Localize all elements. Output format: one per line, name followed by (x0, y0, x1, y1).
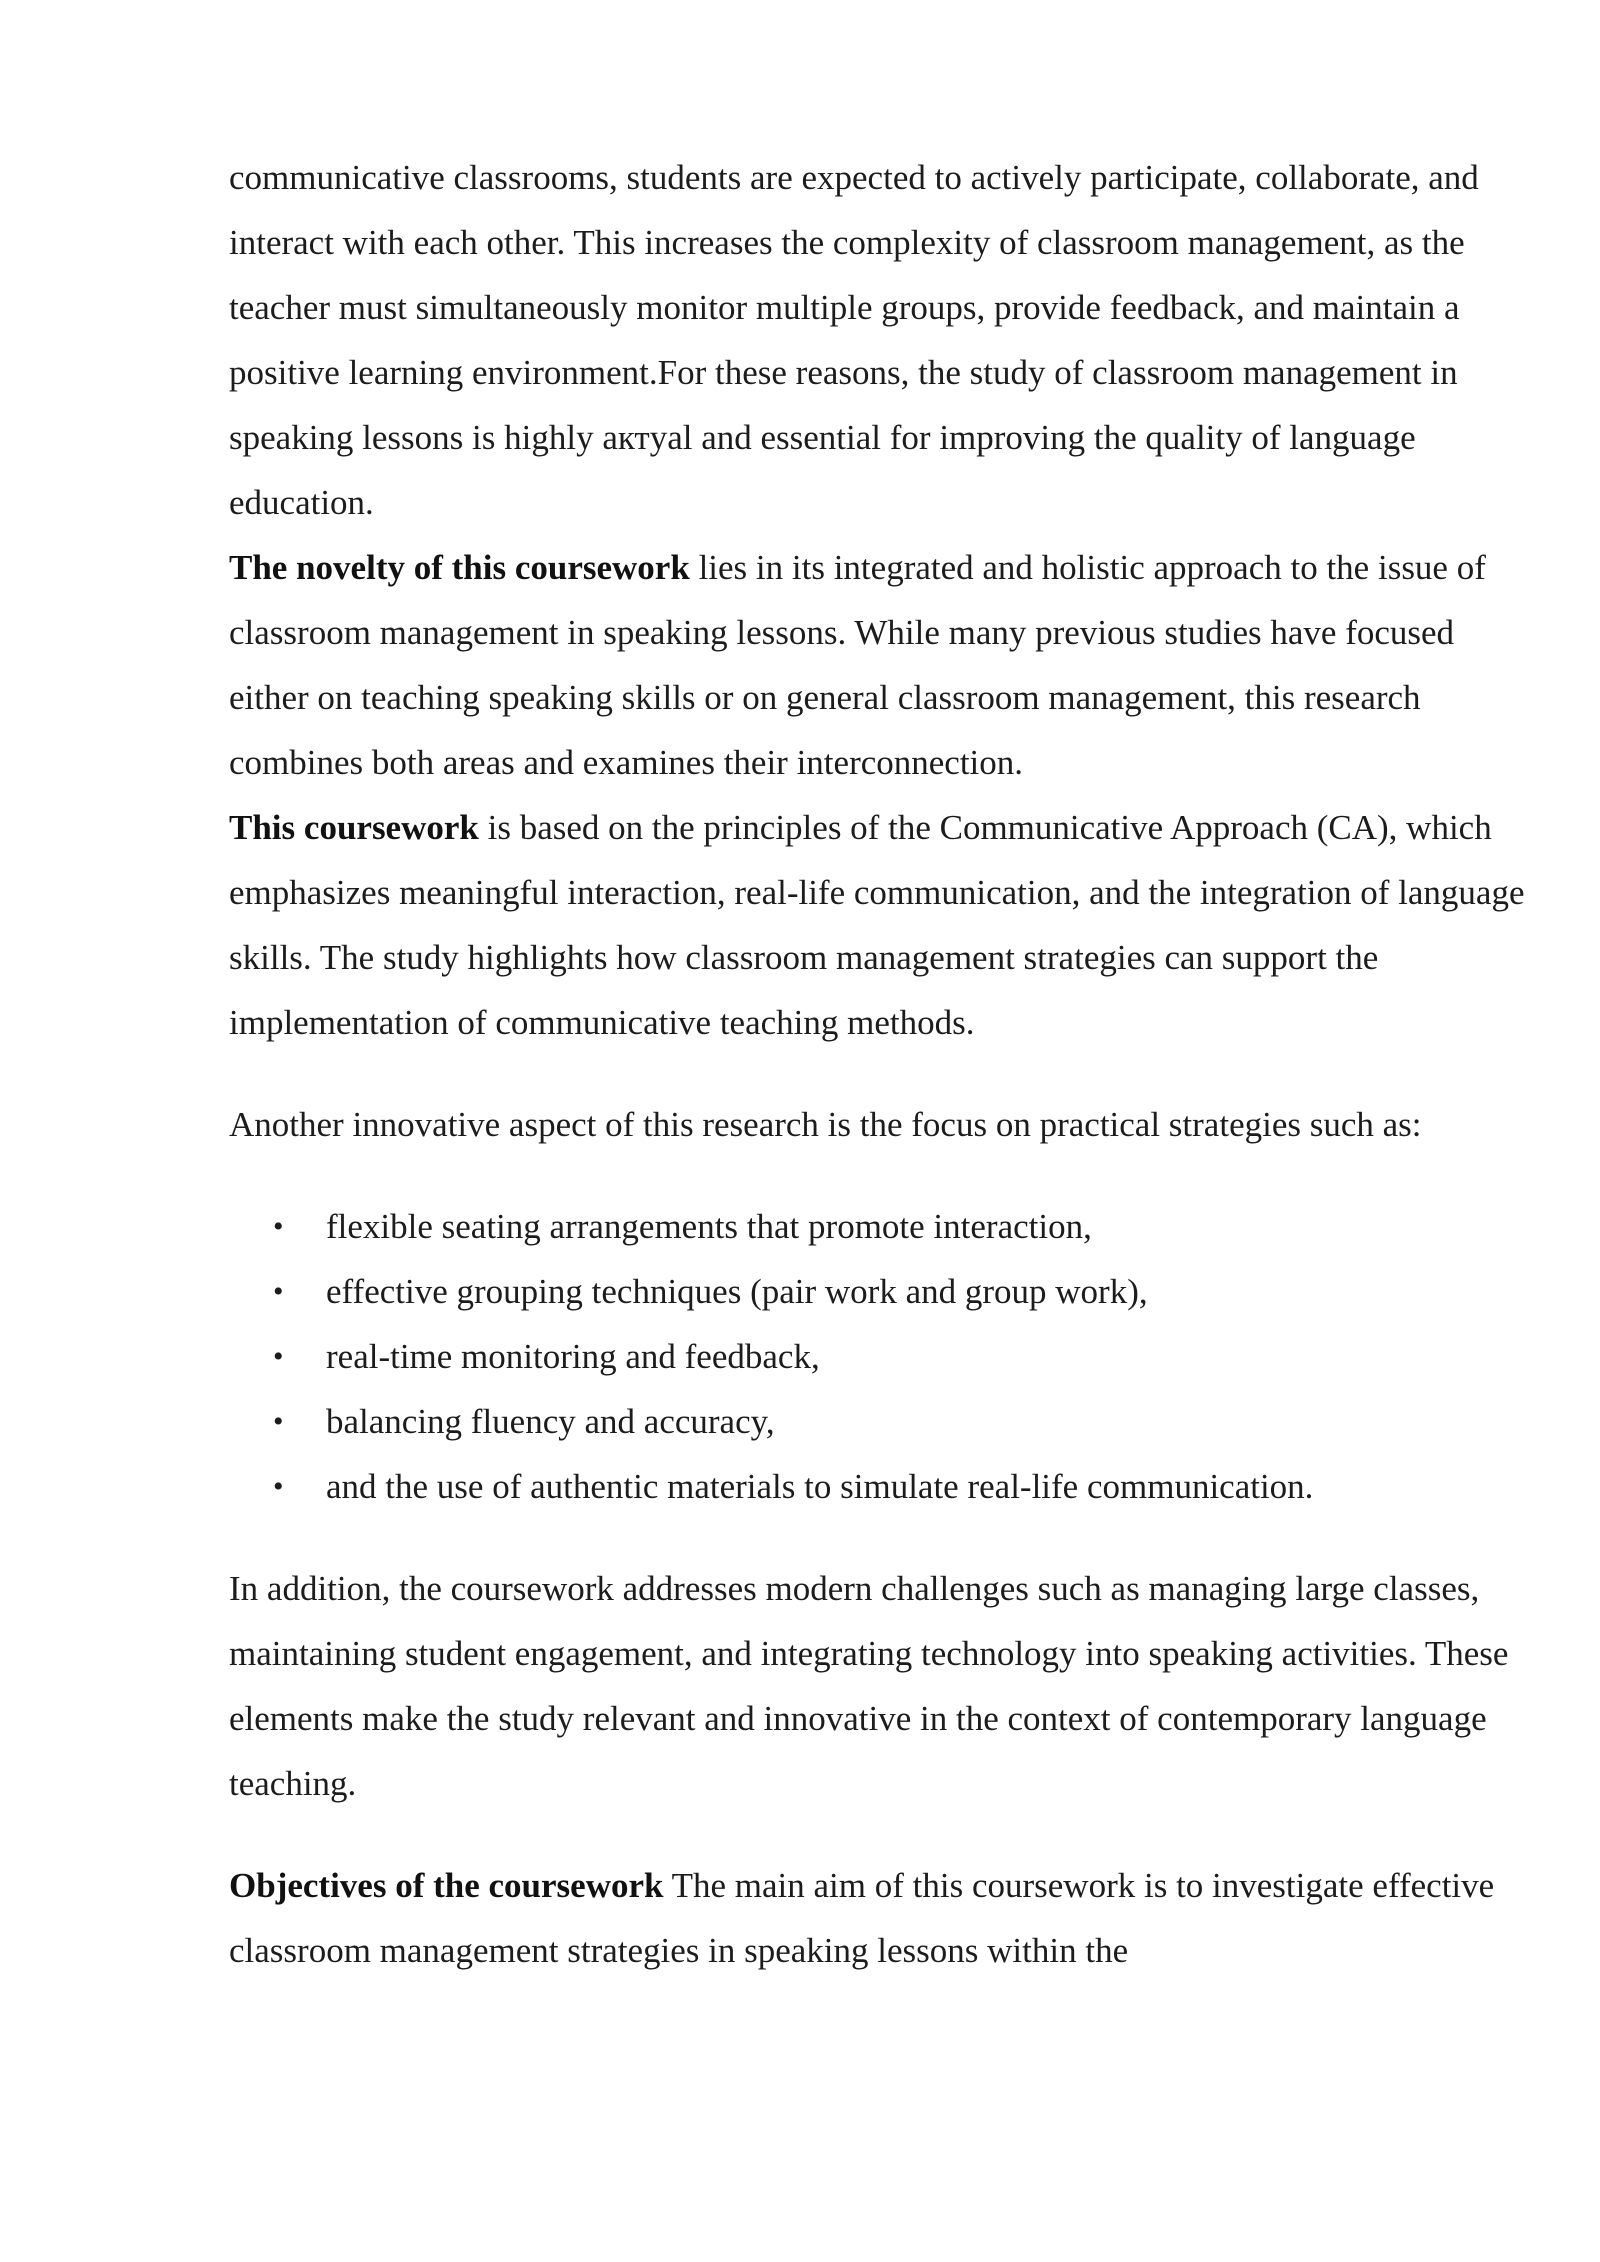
list-item (229, 1389, 1529, 1454)
bullet-icon: • (273, 1340, 284, 1373)
paragraph-objectives (229, 1853, 1529, 1983)
list-item (229, 1259, 1529, 1324)
objectives-text: The main aim of this coursework is to investigate effective classroom management strategies in speaking lessons within the (229, 1866, 1495, 1970)
objectives-heading: Objectives of the coursework (229, 1866, 664, 1905)
list-item-text: balancing fluency and accuracy, (326, 1402, 775, 1441)
bullet-icon: • (273, 1405, 284, 1438)
paragraph-novelty (229, 535, 1529, 795)
list-item-text: and the use of authentic materials to simulate real-life communication. (326, 1467, 1314, 1506)
paragraph-communicative-classrooms: communicative classrooms, students are expected to actively participate, collaborate, and interact with each other. This increases the complexity of classroom management, as the teacher must simultaneously monitor multiple groups, provide feedback, and maintain a positive learning environment.For these reasons, the study of classroom management in speaking lessons is highly актyal and essential for improving the quality of language education. (229, 158, 1479, 522)
list-item (229, 1454, 1529, 1519)
list-item (229, 1194, 1529, 1259)
coursework-text: is based on the principles of the Communicative Approach (CA), which emphasizes meaningful interaction, real-life communication, and the integration of language skills. The study highlights how classroom management strategies can support the implementation of communicative teaching methods. (229, 808, 1525, 1042)
document-page (229, 145, 1529, 1983)
bullet-icon: • (273, 1275, 284, 1308)
bullet-icon: • (273, 1210, 284, 1243)
novelty-text: lies in its integrated and holistic approach to the issue of classroom management in speaking lessons. While many previous studies have focused either on teaching speaking skills or on general classroom management, this research combines both areas and examines their interconnection. (229, 548, 1486, 782)
list-item-text: flexible seating arrangements that promote interaction, (326, 1207, 1092, 1246)
paragraph-innovative-aspect: Another innovative aspect of this research is the focus on practical strategies such as: (229, 1105, 1422, 1144)
paragraph-coursework-basis (229, 795, 1529, 1055)
list-item-text: effective grouping techniques (pair work and group work), (326, 1272, 1148, 1311)
coursework-heading: This coursework (229, 808, 479, 847)
novelty-heading: The novelty of this coursework (229, 548, 690, 587)
strategies-list (229, 1194, 1529, 1519)
list-item (229, 1324, 1529, 1389)
list-item-text: real-time monitoring and feedback, (326, 1337, 820, 1376)
bullet-icon: • (273, 1470, 284, 1503)
paragraph-modern-challenges: In addition, the coursework addresses modern challenges such as managing large classes, maintaining student engagement, and integrating technology into speaking activities. These elements make the study relevant and innovative in the context of contemporary language teaching. (229, 1569, 1509, 1803)
